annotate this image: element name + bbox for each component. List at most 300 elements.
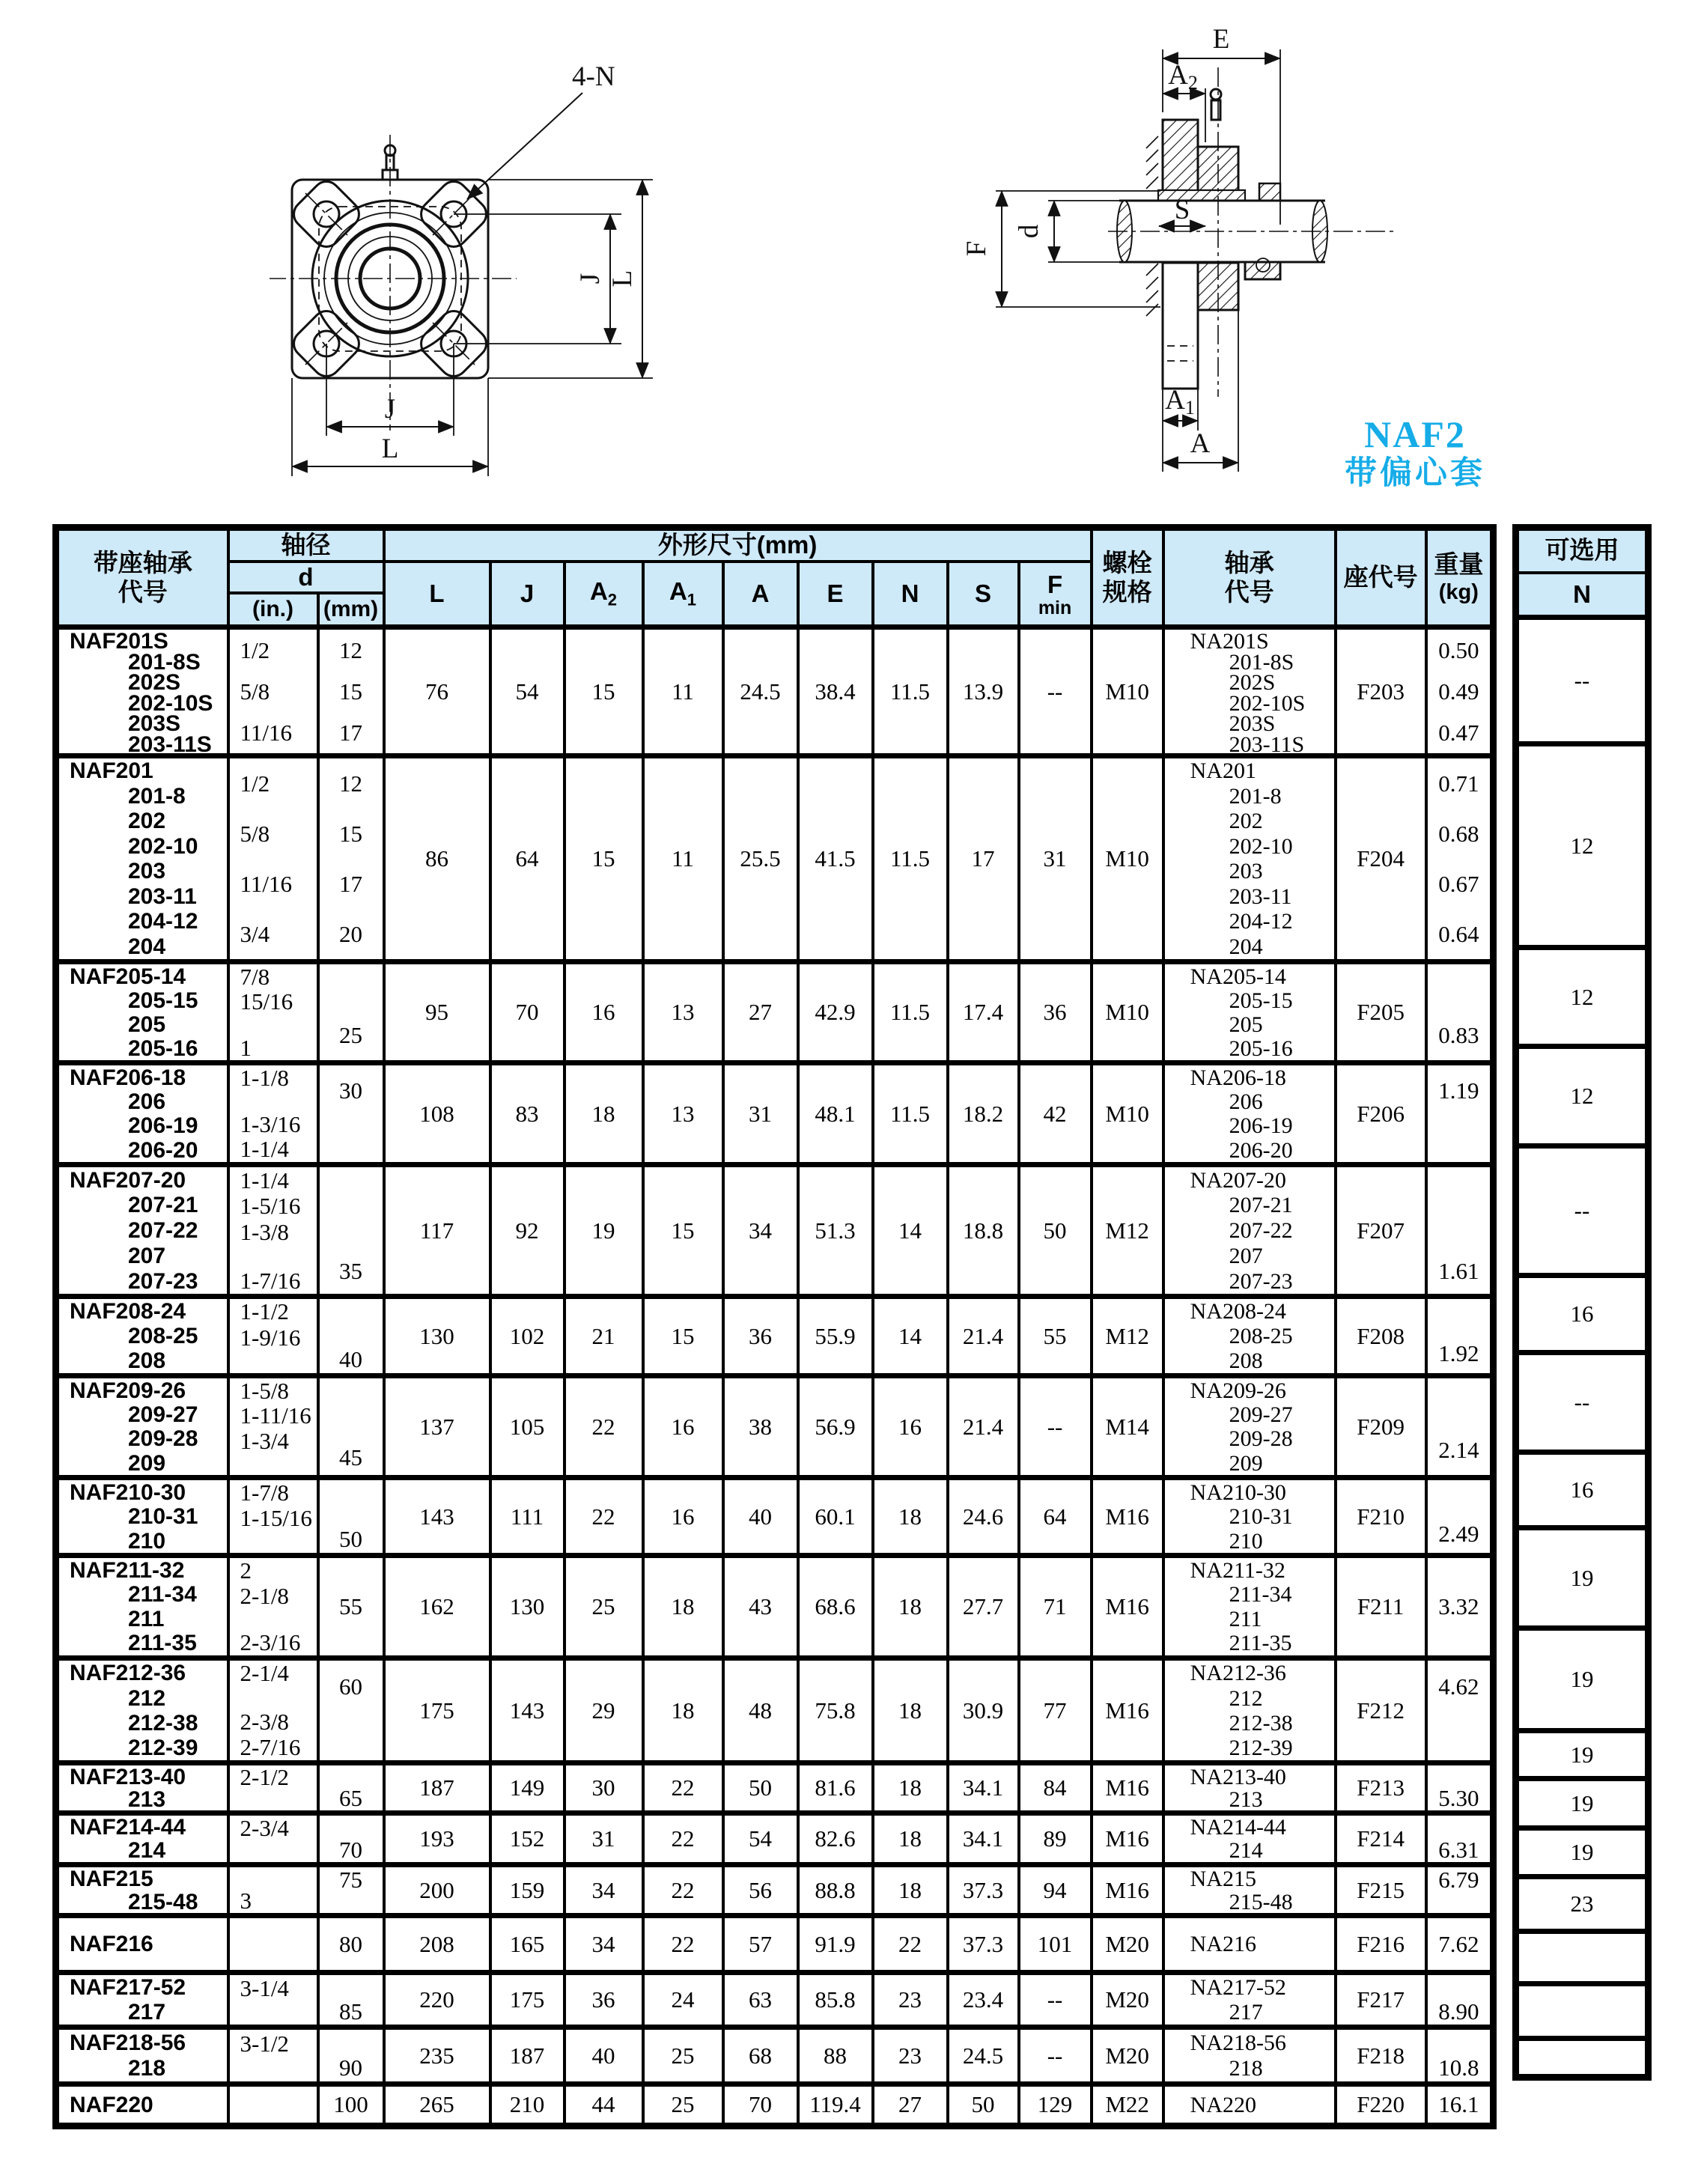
unit-code-line: 209-28 (128, 1426, 198, 1452)
dim-F-min-value: 77 (1043, 1697, 1067, 1724)
bearing-code-line: NA217-52 (1190, 1975, 1286, 2001)
optional-n-row-NAF212-36 (1516, 1628, 1649, 1731)
optional-n-value: 16 (1570, 1476, 1594, 1503)
dim-A-value: 68 (749, 2042, 772, 2069)
cell-E (798, 1297, 873, 1376)
dim-F-min-value: 84 (1043, 1774, 1067, 1801)
bolt-spec-value: M20 (1105, 1930, 1149, 1957)
unit-code-line-stack (59, 1558, 227, 1655)
bolt-spec-value: M20 (1105, 1986, 1149, 2013)
d-inch-line: 2-3/4 (240, 1814, 289, 1841)
cell-unit-code (56, 1813, 228, 1865)
cell-A (723, 1813, 798, 1865)
weight-line-stack (1428, 1867, 1491, 1913)
dim-F-min-value: 50 (1043, 1217, 1067, 1244)
weight-line-stack (1428, 2030, 1491, 2081)
cell-d-in (228, 1478, 318, 1556)
cell-J (490, 627, 565, 756)
dim-A2-value: 22 (591, 1503, 615, 1530)
cell-bolt (1092, 1973, 1163, 2028)
d-mm-line-stack (320, 1558, 383, 1655)
d-mm-line-stack (320, 1661, 383, 1760)
dim-A-value: 70 (749, 2091, 772, 2118)
d-inch-line: 3-1/4 (240, 1974, 289, 2001)
cell-F-min (1019, 1063, 1092, 1165)
cell-bearing-code (1163, 1658, 1336, 1763)
cell-A2 (565, 1813, 643, 1865)
cell-A2 (565, 1763, 643, 1813)
cell-housing-code (1336, 1376, 1426, 1478)
housing-code-value: F204 (1357, 845, 1405, 872)
unit-code-line: 208-25 (128, 1324, 198, 1349)
dim-E-value: 82.6 (815, 1825, 856, 1852)
d-mm-line (320, 1816, 383, 1837)
cell-weight (1426, 1865, 1494, 1916)
weight-line: 0.68 (1438, 820, 1479, 847)
cell-bearing-code (1163, 1376, 1336, 1478)
cell-S (948, 1297, 1019, 1376)
dim-L-value: 162 (419, 1593, 454, 1620)
housing-code-value: F220 (1357, 2091, 1405, 2118)
d-inch-line-stack (230, 2030, 317, 2081)
d-inch-line: 7/8 (240, 963, 270, 990)
cell-L (384, 2028, 490, 2084)
d-inch-line-stack (230, 1299, 317, 1373)
bearing-code-line-stack (1165, 2030, 1334, 2081)
cell-E (798, 756, 873, 962)
d-inch-line: 2-3/8 (240, 1708, 289, 1735)
cell-E (798, 2028, 873, 2084)
cell-housing-code (1336, 1297, 1426, 1376)
cell-S (948, 1556, 1019, 1658)
cell-A (723, 1165, 798, 1297)
optional-n-row-NAF215 (1516, 1828, 1649, 1877)
unit-code-line: NAF212-36 (70, 1661, 186, 1686)
cell-S (948, 1763, 1019, 1813)
set-screw (1259, 183, 1280, 201)
dim-A2-value: 15 (591, 845, 615, 872)
cell-weight (1426, 756, 1494, 962)
housing-code-value: F214 (1357, 1825, 1405, 1852)
dim-A1-value: 24 (671, 1986, 695, 2013)
cell-A1 (643, 1063, 723, 1165)
bearing-code-line-stack (1165, 1480, 1334, 1553)
header-bearing-line2: 代号 (1224, 577, 1274, 606)
bearing-code-line-stack (1165, 629, 1334, 756)
weight-line: 8.90 (1438, 1998, 1479, 2025)
cell-d-in (228, 1973, 318, 2028)
cell-optional-n (1516, 1877, 1649, 1932)
housing-code-value: F217 (1357, 1986, 1405, 2013)
d-inch-line: 1-11/16 (240, 1402, 311, 1429)
dim-S-value: 24.6 (962, 1503, 1004, 1530)
d-inch-line-stack (230, 2087, 317, 2123)
dim-S-value: 18.8 (962, 1217, 1004, 1244)
bearing-code-line: 208 (1229, 1348, 1263, 1374)
cell-d-mm (318, 1973, 384, 2028)
cell-A (723, 1297, 798, 1376)
cell-F-min (1019, 1813, 1092, 1865)
unit-code-line: 218 (128, 2056, 166, 2081)
cell-bearing-code (1163, 1063, 1336, 1165)
cell-A1 (643, 756, 723, 962)
optional-n-value: 19 (1570, 1789, 1594, 1816)
dim-label-j-vertical: J (575, 273, 606, 285)
dim-F-min-value: 64 (1043, 1503, 1067, 1530)
d-inch-line-stack (230, 758, 317, 959)
d-mm-line: 30 (339, 1077, 362, 1104)
cell-d-in (228, 627, 318, 756)
unit-code-line-stack (59, 1299, 227, 1373)
dim-F-min-value: 101 (1037, 1930, 1073, 1957)
weight-line: 2.49 (1438, 1520, 1479, 1547)
dim-N-value: 18 (898, 1774, 922, 1801)
dim-L-value: 175 (419, 1697, 454, 1724)
bolt-spec-value: M12 (1105, 1217, 1149, 1244)
dim-L-value: 108 (419, 1100, 454, 1127)
optional-n-value: 23 (1570, 1891, 1594, 1917)
d-inch-line: 1 (240, 1034, 252, 1061)
cell-A2 (565, 1165, 643, 1297)
d-mm-line: 85 (339, 1998, 362, 2025)
d-inch-line: 11/16 (240, 870, 292, 897)
insert-seat (1158, 190, 1245, 201)
d-mm-line: 17 (339, 719, 362, 746)
bearing-code-line-stack (1165, 1816, 1334, 1862)
d-inch-line: 2-1/2 (240, 1764, 289, 1791)
dim-J-value: 130 (509, 1593, 545, 1620)
bearing-code-line: 202S (1229, 670, 1276, 696)
header-d: d (228, 562, 384, 593)
cell-bolt (1092, 2084, 1163, 2126)
cell-F-min (1019, 756, 1092, 962)
cell-weight (1426, 1165, 1494, 1297)
cell-J (490, 2028, 565, 2084)
cell-A1 (643, 1658, 723, 1763)
cell-unit-code (56, 1376, 228, 1478)
header-optional: 可选用 (1516, 528, 1649, 573)
cell-S (948, 1973, 1019, 2028)
spec-row-NAF220 (56, 2084, 1494, 2126)
cell-bearing-code (1163, 1865, 1336, 1916)
dim-A1-value: 22 (671, 1876, 695, 1903)
dim-A2-value: 40 (591, 2042, 615, 2069)
cell-A (723, 1478, 798, 1556)
d-inch-line-stack (230, 1867, 317, 1913)
unit-code-line: NAF207-20 (70, 1167, 186, 1193)
cell-housing-code (1336, 1063, 1426, 1165)
d-inch-line (230, 1841, 317, 1862)
dim-N-value: 23 (898, 1986, 922, 2013)
optional-n-value: 12 (1570, 832, 1594, 859)
header-J: J (490, 562, 565, 627)
d-inch-line: 1-3/16 (240, 1111, 301, 1138)
cell-d-mm (318, 1165, 384, 1297)
cell-L (384, 1478, 490, 1556)
bolt-spec-value: M16 (1105, 1697, 1149, 1724)
cell-d-mm (318, 2028, 384, 2084)
bearing-code-line: 210-31 (1229, 1504, 1293, 1530)
unit-code-line: 201-8 (128, 783, 186, 809)
cell-optional-n (1516, 1932, 1649, 1984)
optional-n-row-NAF217-52 (1516, 1932, 1649, 1984)
dim-label-a: A (1190, 428, 1211, 459)
cell-optional-n (1516, 1528, 1649, 1628)
d-mm-line: 100 (333, 2091, 368, 2118)
weight-line: 4.62 (1438, 1673, 1479, 1700)
cell-L (384, 1763, 490, 1813)
cell-A1 (643, 1297, 723, 1376)
cell-L (384, 1865, 490, 1916)
weight-line (1428, 1178, 1491, 1199)
cell-optional-n (1516, 744, 1649, 948)
d-inch-line-stack (230, 1765, 317, 1810)
bearing-code-line: NA207-20 (1190, 1167, 1286, 1193)
dim-S-value: 21.4 (962, 1413, 1004, 1440)
cell-E (798, 1658, 873, 1763)
dim-S-value: 37.3 (962, 1876, 1004, 1903)
bearing-code-line: 203S (1229, 711, 1276, 737)
d-mm-line: 45 (339, 1444, 362, 1471)
cell-L (384, 1297, 490, 1376)
header-unit-code-line2: 代号 (118, 577, 168, 606)
dim-A-value: 63 (749, 1986, 772, 2013)
flange-plate-lower (1163, 263, 1198, 389)
cell-J (490, 1916, 565, 1973)
dim-A-value: 27 (749, 999, 772, 1026)
housing-code-value: F213 (1357, 1774, 1405, 1801)
cell-J (490, 1556, 565, 1658)
d-inch-line (230, 1015, 317, 1035)
dim-J-value: 105 (509, 1413, 545, 1440)
dim-A-value: 24.5 (740, 678, 781, 705)
optional-n-row-NAF211-32 (1516, 1528, 1649, 1628)
bolt-spec-value: M10 (1105, 678, 1149, 705)
unit-code-line: 207 (128, 1243, 166, 1268)
cell-F-min (1019, 2028, 1092, 2084)
cell-J (490, 2084, 565, 2126)
unit-code-line: 203S (128, 711, 181, 737)
cell-d-in (228, 1813, 318, 1865)
unit-code-line: 211-34 (128, 1582, 197, 1607)
cell-d-in (228, 2084, 318, 2126)
optional-n-table-body (1516, 618, 1649, 2078)
header-bearing-code (1163, 528, 1336, 627)
unit-code-line: 204-12 (128, 909, 198, 934)
cell-optional-n (1516, 1453, 1649, 1528)
weight-line-stack (1428, 1299, 1491, 1373)
d-mm-line-stack (320, 1765, 383, 1810)
dim-J-value: 92 (515, 1217, 539, 1244)
d-inch-line-stack (230, 1661, 317, 1760)
optional-n-row-NAF201S (1516, 618, 1649, 744)
cell-A2 (565, 756, 643, 962)
cell-optional-n (1516, 1628, 1649, 1731)
dim-S-value: 37.3 (962, 1930, 1004, 1957)
header-bolt-spec (1092, 528, 1163, 627)
unit-code-line: 210 (128, 1528, 166, 1554)
bearing-code-line: NA201S (1190, 629, 1269, 654)
dim-A1-value: 11 (672, 845, 694, 872)
header-unit-code (56, 528, 228, 627)
cell-S (948, 2028, 1019, 2084)
dim-J-value: 210 (509, 2091, 545, 2118)
header-bearing-line1: 轴承 (1224, 548, 1274, 577)
bearing-code-line: 212 (1229, 1685, 1263, 1711)
dim-E-value: 81.6 (815, 1774, 856, 1801)
dim-A-value: 43 (749, 1593, 772, 1620)
cell-d-mm (318, 1658, 384, 1763)
dim-A2-value: 16 (591, 999, 615, 1026)
cell-N (873, 962, 948, 1063)
optional-n-row-NAF214-44 (1516, 1779, 1649, 1828)
d-mm-line: 70 (339, 1836, 362, 1863)
unit-code-line: 206-20 (128, 1137, 198, 1163)
cell-bolt (1092, 1763, 1163, 1813)
dim-A2-value: 15 (591, 678, 615, 705)
dim-N-value: 22 (898, 1930, 922, 1957)
dim-J-value: 159 (509, 1876, 545, 1903)
bearing-code-line: 206 (1229, 1089, 1263, 1115)
cell-bolt (1092, 1478, 1163, 1556)
cell-bolt (1092, 1556, 1163, 1658)
bearing-code-line: 211-35 (1229, 1631, 1292, 1656)
cell-weight (1426, 2028, 1494, 2084)
cell-bolt (1092, 1916, 1163, 1973)
header-A1: $A_1$ (643, 562, 723, 627)
d-inch-line (230, 1352, 317, 1373)
cell-F-min (1019, 1376, 1092, 1478)
unit-code-line: 205-16 (128, 1035, 198, 1061)
d-inch-line (230, 1609, 317, 1630)
dim-L-value: 200 (419, 1876, 454, 1903)
unit-code-line-stack (59, 1975, 227, 2025)
weight-line-stack (1428, 1065, 1491, 1162)
cell-d-mm (318, 1478, 384, 1556)
cell-N (873, 1973, 948, 2028)
cell-bolt (1092, 1658, 1163, 1763)
dim-E-value: 42.9 (815, 999, 856, 1026)
cell-F-min (1019, 1165, 1092, 1297)
d-inch-line (230, 2003, 317, 2024)
spec-row-NAF207-20 (56, 1165, 1494, 1297)
cell-d-in (228, 962, 318, 1063)
cell-J (490, 1763, 565, 1813)
d-mm-line: 17 (339, 870, 362, 897)
optional-n-value: 19 (1570, 1666, 1594, 1692)
cell-optional-n (1516, 1146, 1649, 1276)
dim-E-value: 41.5 (815, 845, 856, 872)
cell-A (723, 1973, 798, 2028)
cell-N (873, 1658, 948, 1763)
cell-optional-n (1516, 1276, 1649, 1353)
cell-housing-code (1336, 1813, 1426, 1865)
d-inch-line: 1-7/8 (240, 1479, 289, 1506)
d-inch-line-stack (230, 1816, 317, 1862)
dim-J-value: 175 (509, 1986, 545, 2013)
cell-d-in (228, 2028, 318, 2084)
cell-unit-code (56, 756, 228, 962)
cell-weight (1426, 962, 1494, 1063)
optional-n-value: -- (1574, 1389, 1590, 1415)
cell-S (948, 962, 1019, 1063)
cell-J (490, 1165, 565, 1297)
weight-line-stack (1428, 1661, 1491, 1760)
cell-S (948, 756, 1019, 962)
bolt-spec-value: M10 (1105, 999, 1149, 1026)
cell-d-mm (318, 2084, 384, 2126)
bearing-code-line: 212-39 (1229, 1736, 1293, 1761)
d-mm-line-stack (320, 1918, 383, 1970)
weight-line: 0.49 (1438, 678, 1479, 705)
weight-line (1428, 1128, 1491, 1149)
cell-unit-code (56, 1658, 228, 1763)
header-A2: $A_2$ (565, 562, 643, 627)
cell-A2 (565, 1865, 643, 1916)
unit-code-line: 211 (128, 1606, 165, 1631)
bearing-code-line-stack (1165, 1378, 1334, 1475)
cell-d-in (228, 1865, 318, 1916)
bearing-code-line: 214 (1229, 1838, 1263, 1864)
unit-code-line: NAF215 (70, 1867, 153, 1892)
unit-code-line: NAF209-26 (70, 1378, 186, 1403)
dim-N-value: 18 (898, 1593, 922, 1620)
dim-A-value: 31 (749, 1100, 772, 1127)
cell-weight (1426, 1478, 1494, 1556)
unit-code-line: 212-38 (128, 1710, 198, 1736)
dim-L-value: 187 (419, 1774, 454, 1801)
cell-E (798, 1763, 873, 1813)
bearing-code-line: NA210-30 (1190, 1479, 1286, 1505)
d-inch-line: 1-1/2 (240, 1298, 289, 1325)
d-mm-line-stack (320, 964, 383, 1060)
dim-S-value: 50 (971, 2091, 995, 2118)
spec-table-head (56, 528, 1494, 627)
d-inch-line-stack (230, 1167, 317, 1294)
cell-F-min (1019, 1556, 1092, 1658)
weight-line-stack (1428, 1918, 1491, 1970)
bearing-code-line: 202-10S (1229, 690, 1306, 716)
unit-code-line: NAF218-56 (70, 2030, 186, 2055)
spec-row-NAF214-44 (56, 1813, 1494, 1865)
bolt-spec-value: M10 (1105, 1100, 1149, 1127)
d-inch-line: 15/16 (240, 988, 293, 1015)
dim-F-min-value: 94 (1043, 1876, 1067, 1903)
d-inch-line-stack (230, 1918, 317, 1970)
cell-bearing-code (1163, 1165, 1336, 1297)
cell-bolt (1092, 1813, 1163, 1865)
cell-A2 (565, 1556, 643, 1658)
dim-A1-value: 13 (671, 1100, 695, 1127)
d-mm-line (320, 1765, 383, 1786)
weight-line (1428, 2032, 1491, 2053)
cell-bolt (1092, 962, 1163, 1063)
d-mm-line: 25 (339, 1022, 362, 1048)
weight-line: 2.14 (1438, 1436, 1479, 1463)
dim-F-min-value: 89 (1043, 1825, 1067, 1852)
cell-bearing-code (1163, 1916, 1336, 1973)
dim-N-value: 18 (898, 1503, 922, 1530)
dim-N-value: 11.5 (889, 1100, 931, 1127)
unit-code-line: 215-48 (128, 1889, 198, 1914)
cell-unit-code (56, 1763, 228, 1813)
optional-n-value: 12 (1570, 983, 1594, 1010)
dim-E-value: 38.4 (815, 678, 856, 705)
bearing-code-line-stack (1165, 1167, 1334, 1294)
bolt-spec-value: M16 (1105, 1593, 1149, 1620)
unit-code-line: 212-39 (128, 1736, 198, 1761)
cell-S (948, 1165, 1019, 1297)
